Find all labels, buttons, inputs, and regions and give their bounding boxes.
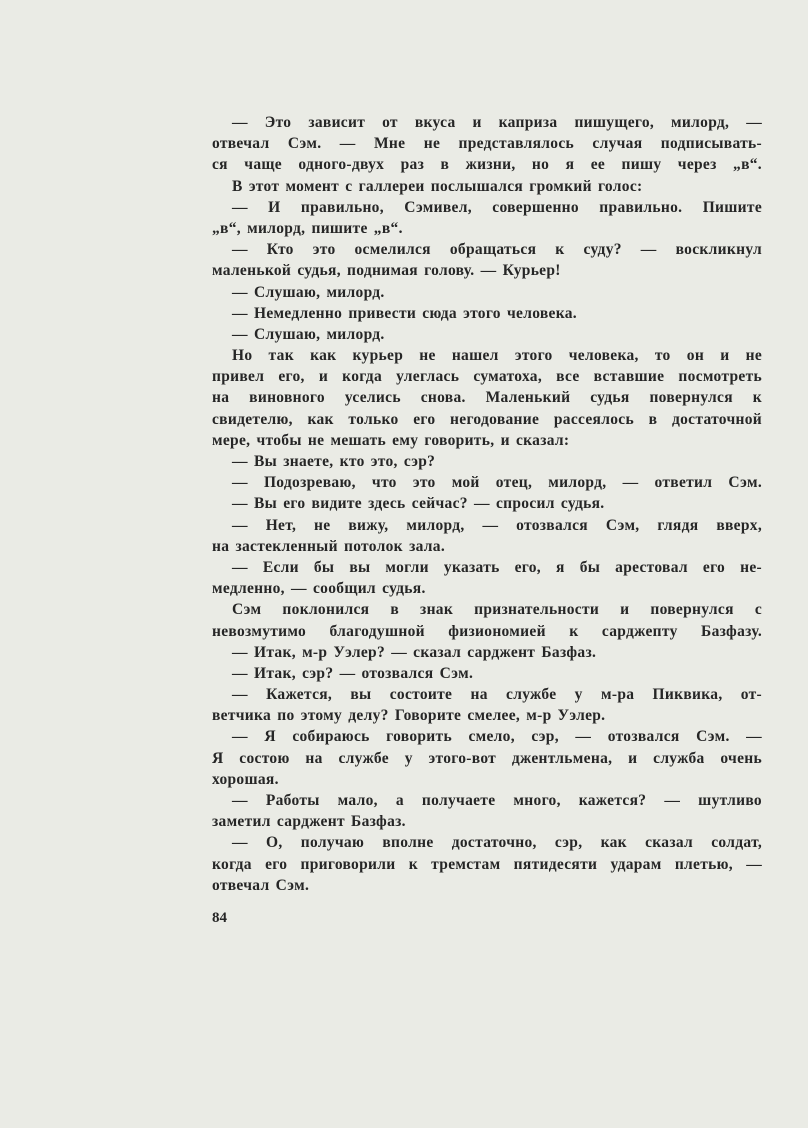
text-line: отвечал Сэм. xyxy=(212,876,310,894)
text-line: мере, чтобы не мешать ему говорить, и сказал: xyxy=(212,431,570,449)
text-line: на виновного уселись снова. Маленький судья повернулся к xyxy=(212,389,762,407)
text-line: — Это зависит от вкуса и каприза пишущего, милорд, — xyxy=(232,114,762,131)
text-line: хорошая. xyxy=(212,770,279,788)
text-line: — Работы мало, а получаете много, кажется? — шутливо xyxy=(232,792,762,809)
text-line: на застекленный потолок зала. xyxy=(212,537,446,555)
text-line: — Кажется, вы состоите на службе у м-ра Пиквика, от- xyxy=(232,686,762,704)
text-line: медленно, — сообщил судья. xyxy=(212,580,426,598)
text-line: Я состою на службе у этого-вот джентльмена, и служба очень xyxy=(212,749,762,767)
text-line: „в“, милорд, пишите „в“. xyxy=(212,219,403,237)
text-line: Но так как курьер не нашел этого человека, то он и не xyxy=(232,347,762,365)
text-line: привел его, и когда улеглась суматоха, все вставшие посмотреть xyxy=(212,368,762,386)
text-line: — Слушаю, милорд. xyxy=(232,325,385,343)
text-line: заметил сарджент Базфаз. xyxy=(212,813,406,831)
text-line: — Я собираюсь говорить смело, сэр, — отозвался Сэм. — xyxy=(232,728,762,746)
text-line: В этот момент с галлереи послышался громкий голос: xyxy=(232,177,643,195)
page-number: 84 xyxy=(212,910,227,926)
text-line: когда его приговорили к тремстам пятидесяти ударам плетью, — xyxy=(212,855,762,873)
text-line: — Итак, сэр? — отозвался Сэм. xyxy=(232,664,474,682)
text-line: — Слушаю, милорд. xyxy=(232,283,385,301)
text-line: невозмутимо благодушной физиономией к сарджепту Базфазу. xyxy=(212,622,762,640)
text-line: ветчика по этому делу? Говорите смелее, м-р Уэлер. xyxy=(212,707,606,725)
text-line: — Если бы вы могли указать его, я бы арестовал его не- xyxy=(232,558,762,576)
text-line: — Нет, не вижу, милорд, — отозвался Сэм, глядя вверх, xyxy=(232,516,762,534)
text-line: ся чаще одного-двух раз в жизни, но я ее пишу через „в“. xyxy=(212,156,762,174)
text-line: — И правильно, Сэмивел, совершенно правильно. Пишите xyxy=(232,198,762,216)
text-line: — Немедленно привести сюда этого человека. xyxy=(232,304,577,322)
text-line: свидетелю, как только его негодование рассеялось в достаточной xyxy=(212,410,762,428)
text-line: — Вы знаете, кто это, сэр? xyxy=(232,453,436,470)
text-line: маленькой судья, поднимая голову. — Курьер! xyxy=(212,262,561,280)
text-line: Сэм поклонился в знак признательности и повернулся с xyxy=(232,601,762,619)
text-line: — Итак, м-р Уэлер? — сказал сарджент Базфаз. xyxy=(232,643,597,661)
text-line: — Вы его видите здесь сейчас? — спросил судья. xyxy=(232,495,605,513)
text-line: — Подозреваю, что это мой отец, милорд, — ответил Сэм. xyxy=(232,474,762,492)
text-line: отвечал Сэм. — Мне не представлялось случая подписывать- xyxy=(212,135,762,153)
text-line: — Кто это осмелился обращаться к суду? — воскликнул xyxy=(232,241,762,259)
text-line: — О, получаю вполне достаточно, сэр, как сказал солдат, xyxy=(232,834,762,852)
page-body-text xyxy=(212,112,762,896)
